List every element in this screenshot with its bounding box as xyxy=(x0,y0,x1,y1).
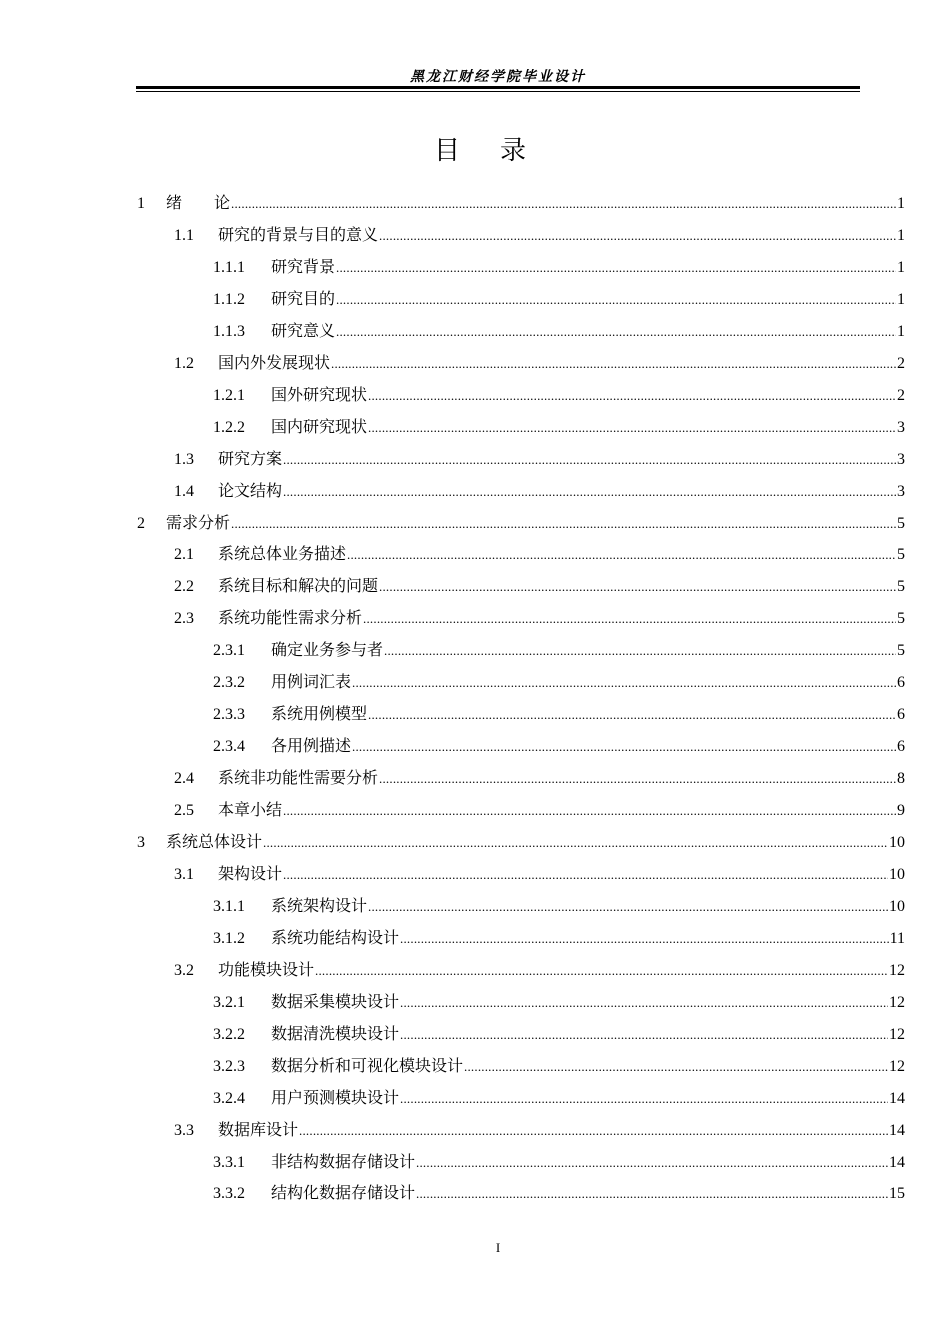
toc-entry-title: 非结构数据存储设计 xyxy=(271,1151,416,1171)
toc-entry-page: 1 xyxy=(897,290,905,308)
toc-entry-title: 系统非功能性需要分析 xyxy=(218,768,379,788)
toc-entry-title: 数据采集模块设计 xyxy=(271,991,400,1011)
toc-entry[interactable] xyxy=(213,1018,905,1050)
toc-entry-number: 3.1.1 xyxy=(213,897,245,915)
toc-entry-title: 数据分析和可视化模块设计 xyxy=(271,1055,464,1075)
toc-entry-page: 12 xyxy=(889,1057,905,1075)
toc-entry-number: 3.2.1 xyxy=(213,993,245,1011)
header-rule-thin xyxy=(136,91,860,92)
toc-dot-leader xyxy=(368,891,888,923)
toc-entry-title: 国内研究现状 xyxy=(271,416,368,436)
toc-dot-leader xyxy=(336,252,896,284)
toc-entry-number: 3.1.2 xyxy=(213,929,245,947)
toc-entry-title: 绪 论 xyxy=(166,193,231,212)
toc-entry-page: 14 xyxy=(889,1089,905,1107)
toc-entry[interactable] xyxy=(174,794,905,826)
page-header-title: 黑龙江财经学院毕业设计 xyxy=(410,69,586,85)
toc-entry-title: 功能模块设计 xyxy=(218,959,315,979)
toc-entry-page: 11 xyxy=(889,929,905,947)
toc-entry-number: 2.3.1 xyxy=(213,642,245,660)
toc-entry-title: 研究的背景与目的意义 xyxy=(218,224,379,244)
toc-entry-number: 3.3.1 xyxy=(213,1153,245,1171)
toc-entry-number: 1.1.1 xyxy=(213,258,245,276)
toc-dot-leader xyxy=(368,412,896,444)
toc-entry-number: 3.2.3 xyxy=(213,1057,245,1075)
toc-dot-leader xyxy=(384,635,896,667)
toc-entry[interactable] xyxy=(174,570,905,602)
toc-entry-page: 2 xyxy=(897,386,905,404)
toc-dot-leader xyxy=(283,476,896,508)
toc-entry[interactable] xyxy=(137,507,905,539)
toc-entry[interactable] xyxy=(174,347,905,379)
toc-entry[interactable] xyxy=(137,826,905,858)
toc-entry-number: 1.1.3 xyxy=(213,322,245,340)
toc-entry-page: 12 xyxy=(889,1025,905,1043)
toc-entry-number: 3.2.4 xyxy=(213,1089,245,1107)
toc-entry-number: 2.3.2 xyxy=(213,674,245,692)
toc-entry-number: 3.2.2 xyxy=(213,1025,245,1043)
toc-dot-leader xyxy=(352,667,896,699)
toc-entry-number: 1.4 xyxy=(174,482,194,500)
toc-dot-leader xyxy=(231,188,896,220)
toc-entry-number: 2.5 xyxy=(174,802,194,820)
toc-title: 目录 xyxy=(433,136,566,166)
toc-entry[interactable] xyxy=(213,379,905,411)
toc-entry-page: 5 xyxy=(897,610,905,628)
toc-dot-leader xyxy=(331,348,896,380)
toc-entry-title: 论文结构 xyxy=(218,480,283,500)
toc-entry-title: 研究意义 xyxy=(271,320,336,340)
toc-dot-leader xyxy=(400,923,889,955)
toc-entry-title: 系统目标和解决的问题 xyxy=(218,576,379,596)
toc-entry-title: 研究方案 xyxy=(218,448,283,468)
toc-dot-leader xyxy=(347,539,896,571)
toc-dot-leader xyxy=(231,508,896,540)
toc-entry-title: 数据库设计 xyxy=(218,1119,299,1139)
toc-entry-page: 3 xyxy=(897,482,905,500)
toc-entry-title: 数据清洗模块设计 xyxy=(271,1023,400,1043)
toc-dot-leader xyxy=(352,731,896,763)
toc-dot-leader xyxy=(416,1178,888,1210)
toc-entry[interactable] xyxy=(174,762,905,794)
toc-entry-title: 结构化数据存储设计 xyxy=(271,1183,416,1203)
toc-dot-leader xyxy=(368,699,896,731)
toc-entry-number: 2.2 xyxy=(174,578,194,596)
toc-entry-page: 10 xyxy=(889,897,905,915)
toc-entry[interactable] xyxy=(174,1114,905,1146)
toc-entry-number: 3.3 xyxy=(174,1121,194,1139)
toc-entry-title: 系统架构设计 xyxy=(271,895,368,915)
toc-entry-page: 10 xyxy=(889,834,905,851)
toc-entry[interactable] xyxy=(213,634,905,666)
toc-dot-leader xyxy=(263,827,888,859)
toc-dot-leader xyxy=(299,1115,888,1147)
toc-entry-page: 14 xyxy=(889,1153,905,1171)
toc-entry-page: 15 xyxy=(889,1185,905,1203)
page-number: I xyxy=(495,1240,501,1255)
toc-entry-page: 5 xyxy=(897,546,905,564)
toc-entry-number: 2.1 xyxy=(174,546,194,564)
toc-entry[interactable] xyxy=(174,858,905,890)
toc-entry-title: 确定业务参与者 xyxy=(271,640,384,660)
toc-entry-title: 系统总体设计 xyxy=(166,832,263,851)
toc-entry-number: 1.1 xyxy=(174,226,194,244)
toc-entry-page: 6 xyxy=(897,674,905,692)
toc-entry-page: 10 xyxy=(889,865,905,883)
toc-dot-leader xyxy=(379,571,896,603)
toc-entry-page: 14 xyxy=(889,1121,905,1139)
toc-entry[interactable] xyxy=(213,1082,905,1114)
toc-entry[interactable] xyxy=(174,443,905,475)
toc-entry-title: 国内外发展现状 xyxy=(218,352,331,372)
toc-entry-number: 3 xyxy=(137,834,145,851)
toc-entry[interactable] xyxy=(213,986,905,1018)
toc-entry-page: 3 xyxy=(897,450,905,468)
toc-entry[interactable] xyxy=(213,1050,905,1082)
toc-dot-leader xyxy=(283,859,888,891)
toc-dot-leader xyxy=(464,1051,888,1083)
toc-entry-page: 12 xyxy=(889,961,905,979)
toc-entry[interactable] xyxy=(213,698,905,730)
toc-dot-leader xyxy=(379,763,896,795)
toc-dot-leader xyxy=(379,220,896,252)
toc-entry-number: 3.3.2 xyxy=(213,1185,245,1203)
toc-entry-number: 2 xyxy=(137,514,145,532)
toc-entry-title: 需求分析 xyxy=(166,512,231,532)
toc-dot-leader xyxy=(400,1019,888,1051)
toc-entry[interactable] xyxy=(213,1177,905,1209)
toc-entry[interactable] xyxy=(213,730,905,762)
toc-entry-page: 5 xyxy=(897,642,905,660)
toc-dot-leader xyxy=(283,444,896,476)
toc-entry-number: 3.1 xyxy=(174,865,194,883)
toc-entry-title: 研究背景 xyxy=(271,256,336,276)
toc-entry-page: 1 xyxy=(897,322,905,340)
toc-entry-page: 8 xyxy=(897,770,905,788)
toc-entry[interactable] xyxy=(174,954,905,986)
toc-entry[interactable] xyxy=(174,538,905,570)
toc-entry-page: 5 xyxy=(897,578,905,596)
toc-entry[interactable] xyxy=(213,251,905,283)
toc-entry-page: 6 xyxy=(897,706,905,724)
toc-entry-page: 1 xyxy=(897,195,905,212)
toc-entry-number: 2.3.4 xyxy=(213,738,245,756)
toc-entry-page: 6 xyxy=(897,738,905,756)
toc-entry-number: 1.1.2 xyxy=(213,290,245,308)
toc-entry-title: 用户预测模块设计 xyxy=(271,1087,400,1107)
toc-entry[interactable] xyxy=(213,890,905,922)
toc-entry-number: 1.3 xyxy=(174,450,194,468)
header-rule-thick xyxy=(136,86,860,89)
toc-dot-leader xyxy=(315,955,888,987)
toc-entry-title: 系统功能性需求分析 xyxy=(218,608,363,628)
toc-entry-number: 2.3.3 xyxy=(213,706,245,724)
toc-entry-page: 12 xyxy=(889,993,905,1011)
toc-entry-page: 2 xyxy=(897,354,905,372)
toc-entry-page: 1 xyxy=(897,226,905,244)
toc-entry-title: 系统总体业务描述 xyxy=(218,544,347,564)
toc-entry-page: 3 xyxy=(897,418,905,436)
toc-entry-title: 用例词汇表 xyxy=(271,672,352,692)
toc-dot-leader xyxy=(336,284,896,316)
toc-dot-leader xyxy=(416,1147,888,1179)
toc-entry-title: 系统功能结构设计 xyxy=(271,927,400,947)
toc-entry-title: 架构设计 xyxy=(218,863,283,883)
toc-entry-title: 各用例描述 xyxy=(271,736,352,756)
toc-entry-number: 1.2.1 xyxy=(213,386,245,404)
toc-entry-number: 1.2 xyxy=(174,354,194,372)
toc-entry-page: 5 xyxy=(897,514,905,532)
toc-dot-leader xyxy=(400,987,888,1019)
toc-dot-leader xyxy=(336,316,896,348)
toc-entry[interactable] xyxy=(174,219,905,251)
toc-entry-number: 3.2 xyxy=(174,961,194,979)
toc-entry[interactable] xyxy=(213,411,905,443)
toc-entry-page: 9 xyxy=(897,802,905,820)
toc-entry-number: 1.2.2 xyxy=(213,418,245,436)
toc-entry[interactable] xyxy=(137,187,905,219)
toc-entry-number: 2.4 xyxy=(174,770,194,788)
toc-entry-title: 国外研究现状 xyxy=(271,384,368,404)
toc-dot-leader xyxy=(400,1083,888,1115)
toc-entry[interactable] xyxy=(213,1146,905,1178)
toc-entry[interactable] xyxy=(213,315,905,347)
toc-dot-leader xyxy=(368,380,896,412)
toc-dot-leader xyxy=(363,603,896,635)
toc-dot-leader xyxy=(283,795,896,827)
toc-entry-title: 本章小结 xyxy=(218,800,283,820)
toc-entry-title: 研究目的 xyxy=(271,288,336,308)
toc-entry[interactable] xyxy=(174,475,905,507)
toc-entry[interactable] xyxy=(213,922,905,954)
toc-entry[interactable] xyxy=(174,602,905,634)
toc-entry[interactable] xyxy=(213,666,905,698)
toc-entry[interactable] xyxy=(213,283,905,315)
toc-entry-title: 系统用例模型 xyxy=(271,704,368,724)
toc-entry-number: 1 xyxy=(137,195,145,212)
toc-entry-page: 1 xyxy=(897,258,905,276)
toc-entry-number: 2.3 xyxy=(174,610,194,628)
